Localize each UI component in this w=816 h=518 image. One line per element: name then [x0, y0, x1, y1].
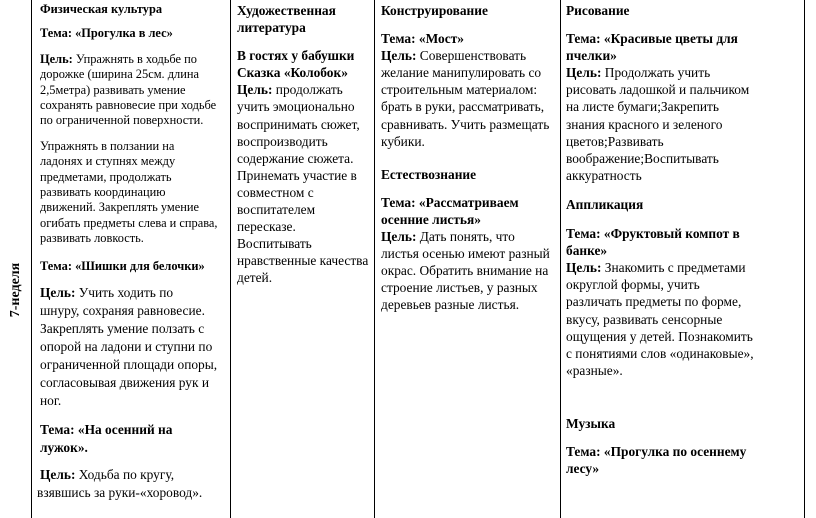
column-divider [230, 0, 231, 518]
topic-autumn-meadow: Тема: «На осенний на лужок». [40, 422, 173, 456]
goal-2: Цель: Учить ходить по шнуру, сохраняя равновесие. Закреплять умение ползать с опорой на ладони и ступни по ограниченной площади опоры, согласовывая движения рук и ног. [40, 285, 218, 409]
goal-drawing: Цель: Продолжать учить рисовать ладошкой и пальчиком на листе бумаги;Закрепить знания красного и зеленого цветов;Развивать воображение;Воспитывать аккуратность [566, 65, 750, 183]
heading-drawing: Рисование [566, 3, 630, 18]
goal-nature: Цель: Дать понять, что листья осенью имеют разный окрас. Обратить внимание на строение листьев, у разных деревьев разные листья. [381, 229, 550, 313]
week-label: 7-неделя [8, 262, 23, 318]
goal-applique: Цель: Знакомить с предметами округлой формы, учить различать предметы по форме, вкусу, развивать сенсорные ощущения у детей. Познакомить с понятиями слов «одинаковые», «разные». [566, 260, 754, 378]
heading-literature: Художественная литература [237, 3, 336, 36]
goal-literature: Цель: продолжать учить эмоционально воспринимать сюжет, воспроизводить содержание сюжета. Принемать участие в совместном с воспитателем пересказе. Воспитывать нравственные качества детей. [237, 82, 369, 286]
column-divider [374, 0, 375, 518]
topic-flowers: Тема: «Красивые цветы для пчелки» [566, 31, 738, 64]
heading-physical-education: Физическая культура [40, 2, 163, 16]
goal-3: Цель: Ходьба по кругу, взявшись за руки-«хоровод». [37, 467, 203, 501]
column-divider [804, 0, 805, 518]
topic-bridge: Тема: «Мост» [381, 31, 464, 47]
topic-forest-walk: Тема: «Прогулка в лес» [40, 26, 173, 41]
heading-nature: Естествознание [381, 166, 477, 182]
column-construction [381, 0, 559, 314]
topic-autumn-leaves: Тема: «Рассматриваем осенние листья» [381, 194, 519, 227]
heading-music: Музыка [566, 415, 616, 431]
topic-cones: Тема: «Шишки для белочки» [40, 258, 205, 273]
column-literature [237, 0, 373, 287]
column-physical-education [37, 0, 228, 502]
goal-1: Цель: Упражнять в ходьбе по дорожке (ширина 25см. длина 2,5метра) развивать умение сохранять равновесие при ходьбе по ограниченной поверхности. [40, 51, 217, 128]
paragraph-crawling: Упражнять в ползании на ладонях и ступнях между предметами, продолжать развивать координацию движений. Закреплять умение огибать предметы слева и справа, развивать ловкость. [40, 138, 218, 246]
heading-applique: Аппликация [566, 196, 644, 212]
column-drawing [566, 0, 802, 477]
goal-construction: Цель: Совершенствовать желание манипулировать со строительным материалом: брать в руки, рассматривать, сравнивать. Учить размещать кубики. [381, 48, 550, 149]
topic-compote: Тема: «Фруктовый компот в банке» [566, 226, 740, 259]
topic-autumn-forest: Тема: «Прогулка по осеннему лесу» [566, 443, 747, 477]
column-divider [31, 0, 32, 518]
column-divider [560, 0, 561, 518]
topic-kolobok: В гостях у бабушки Сказка «Колобок» [237, 48, 355, 81]
heading-construction: Конструирование [381, 3, 488, 18]
